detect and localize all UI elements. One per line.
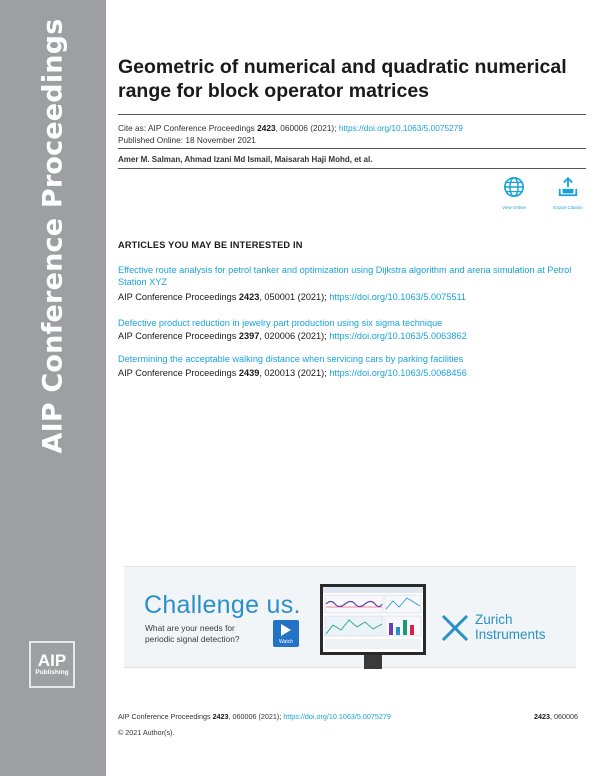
journal-sidebar	[0, 0, 106, 776]
view-online-button[interactable]	[494, 176, 534, 210]
footer-page-number	[534, 712, 578, 721]
article-volume: 2423	[238, 292, 260, 302]
footer-cite-rest: , 060006 (2021);	[228, 712, 284, 721]
monitor-screen	[323, 587, 423, 652]
play-icon	[281, 624, 291, 636]
article-journal: AIP Conference Proceedings	[118, 292, 239, 302]
related-article-title[interactable]: Effective route analysis for petrol tanker and optimization using Dijkstra algorithm and arena simulation at Petrol Station XYZ	[118, 265, 572, 287]
logo-text: AIP	[37, 651, 67, 670]
brand-line: Zurich	[475, 612, 513, 627]
related-article-title[interactable]: Determining the acceptable walking distance when servicing cars by parking facilities	[118, 354, 464, 364]
article-rest: , 020013 (2021);	[259, 368, 330, 378]
copyright-notice: © 2021 Author(s).	[118, 728, 175, 737]
article-journal: AIP Conference Proceedings	[118, 368, 239, 378]
cite-rest: , 060006 (2021);	[275, 123, 339, 133]
footer-cite-volume: 2423	[212, 712, 229, 721]
published-date: Published Online: 18 November 2021	[118, 135, 256, 145]
authors-divider	[118, 168, 586, 169]
related-article-citation	[118, 331, 467, 341]
signal-plot-graphic	[323, 587, 423, 652]
logo-subtext: Publishing	[35, 669, 69, 676]
title-divider	[118, 114, 586, 115]
article-doi-link[interactable]: https://doi.org/10.1063/5.0063862	[329, 331, 467, 341]
author-list: Amer M. Salman, Ahmad Izani Md Ismail, Maisarah Haji Mohd, et al.	[118, 155, 373, 164]
paper-doi-link[interactable]: https://doi.org/10.1063/5.0075279	[338, 123, 463, 133]
related-article-citation	[118, 292, 466, 302]
cite-volume: 2423	[257, 123, 276, 133]
monitor-stand	[364, 655, 382, 669]
view-online-label: View Online	[502, 205, 526, 210]
watch-label: Watch	[279, 639, 293, 645]
ad-headline: Challenge us.	[144, 591, 301, 619]
footer-page-article: , 060006	[550, 712, 578, 721]
article-volume: 2397	[238, 331, 260, 341]
article-volume: 2439	[238, 368, 260, 378]
related-articles-heading: ARTICLES YOU MAY BE INTERESTED IN	[118, 240, 303, 250]
ad-subtext-line: What are your needs for	[145, 623, 235, 633]
footer-doi-link[interactable]: https://doi.org/10.1063/5.0075279	[283, 712, 391, 721]
related-article-citation	[118, 368, 467, 378]
footer-cite-prefix: AIP Conference Proceedings	[118, 712, 213, 721]
advertisement-banner[interactable]	[124, 566, 576, 668]
article-journal: AIP Conference Proceedings	[118, 331, 239, 341]
footer-citation	[118, 712, 391, 721]
article-doi-link[interactable]: https://doi.org/10.1063/5.0075511	[329, 292, 467, 302]
paper-title: Geometric of numerical and quadratic numerical range for block operator matrices	[118, 56, 567, 102]
ad-subtext	[145, 623, 240, 645]
cite-as-line	[118, 123, 463, 133]
footer-page-volume: 2423	[534, 712, 550, 721]
related-article-title[interactable]: Defective product reduction in jewelry part production using six sigma technique	[118, 318, 443, 328]
aip-publishing-logo[interactable]	[29, 641, 75, 688]
zurich-instruments-logo-icon	[440, 613, 470, 643]
export-icon	[557, 176, 579, 198]
globe-icon	[503, 176, 525, 198]
monitor-image	[320, 584, 426, 655]
export-citation-button[interactable]	[548, 176, 588, 210]
article-rest: , 050001 (2021);	[259, 292, 330, 302]
meta-divider	[118, 148, 586, 149]
ad-watch-button[interactable]	[273, 620, 299, 647]
ad-subtext-line: periodic signal detection?	[145, 634, 240, 644]
brand-line: Instruments	[475, 627, 546, 642]
export-citation-label: Export Citation	[553, 205, 583, 210]
cite-prefix: Cite as: AIP Conference Proceedings	[118, 123, 258, 133]
journal-name: AIP Conference Proceedings	[37, 18, 69, 454]
article-rest: , 020006 (2021);	[259, 331, 330, 341]
article-doi-link[interactable]: https://doi.org/10.1063/5.0068456	[329, 368, 467, 378]
zurich-instruments-wordmark	[475, 612, 546, 642]
